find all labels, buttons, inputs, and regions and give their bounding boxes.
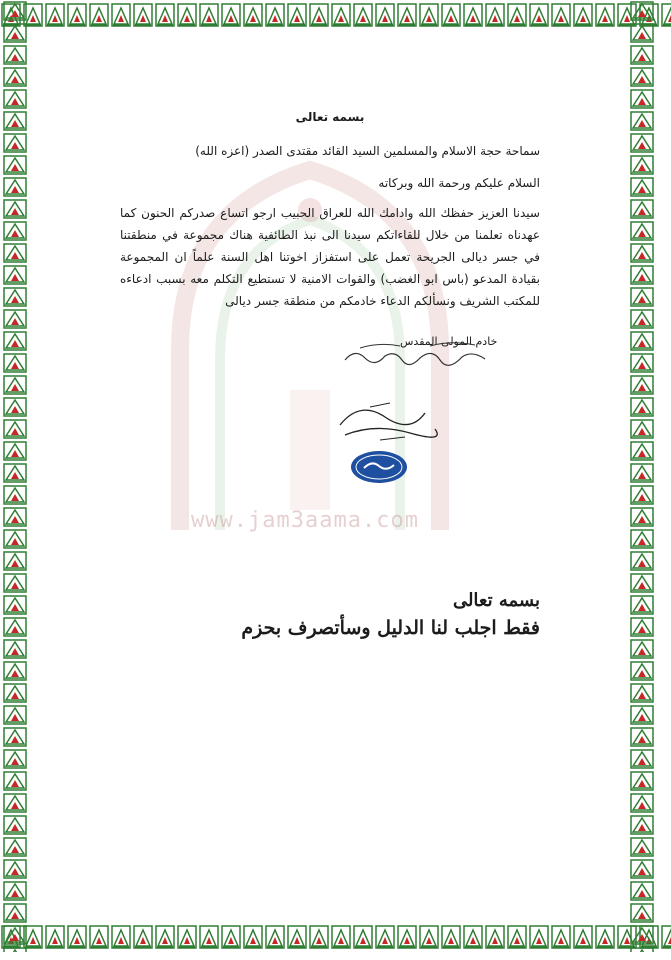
letter-greeting: السلام عليكم ورحمة الله وبركاته (378, 176, 540, 190)
handwritten-reply (340, 340, 490, 370)
letter-address: سماحة حجة الاسلام والمسلمين السيد القائد مقتدى الصدر (اعزه الله) (195, 144, 540, 158)
letter-closing: خادم المولى المقدس (400, 335, 498, 348)
caption-basmala: بسمه تعالى (452, 590, 540, 611)
letter (120, 110, 540, 312)
watermark-url: www.jam3aama.com (191, 508, 419, 533)
letter-body: سيدنا العزيز حفظك الله وادامك الله للعراق الحبيب ارجو اتساع صدركم الحنون كما عهدناه تعلمنا من خلال للقاءاتكم سيدنا الى نبذ الطائفية هناك مجموعة في منطقتنا في جسر ديالى الجريحة تعمل على استفزاز اخوتنا اهل السنة علماً ان المجموعة بقيادة المدعو (باس ابو الغضب) والقوات الامنية لا تستطيع التكلم معه بسبب ادعاءه للمكتب الشريف ونسألكم الدعاء خادمكم من منطقة جسر ديالى (120, 206, 540, 308)
decorative-border-bottom (0, 922, 671, 952)
decorative-border-top (0, 0, 671, 30)
decorative-border-left (0, 0, 30, 952)
signature (330, 395, 440, 445)
seal-stamp (350, 450, 408, 484)
letter-basmala: بسمه تعالى (295, 110, 365, 124)
caption-reply: فقط اجلب لنا الدليل وسأتصرف بحزم (241, 617, 540, 639)
decorative-border-right (627, 0, 657, 952)
caption (210, 590, 540, 639)
